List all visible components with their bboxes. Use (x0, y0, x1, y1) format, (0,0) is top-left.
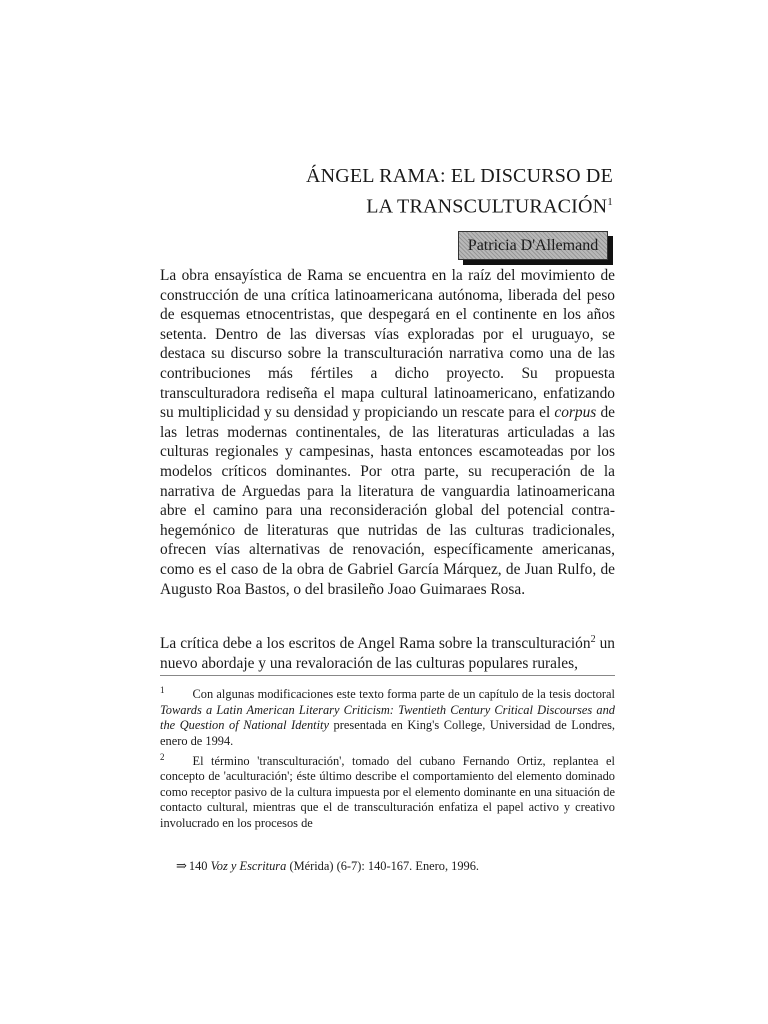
title-line-2 (306, 189, 613, 220)
paragraph-2 (160, 630, 615, 673)
paragraph-2-rest: un nuevo abordaje y una revaloración de las culturas populares rurales, (160, 635, 615, 672)
title-line-1: ÁNGEL RAMA: EL DISCURSO DE (305, 165, 613, 187)
arrow-icon: ⇒ (176, 858, 187, 873)
journal-name: Voz y Escritura (210, 859, 287, 873)
footnote-2-mark: 2 (160, 751, 165, 762)
author-name-box (458, 231, 608, 260)
title-footnote-ref: 1 (607, 196, 613, 208)
page-number: 140 (188, 859, 208, 873)
footnote-1 (160, 683, 615, 750)
footnote-divider (160, 675, 615, 676)
page-footer (176, 858, 479, 874)
footnote-2-text: El término 'transculturación', tomado del cubano Fernando Ortiz, replantea el concepto de 'aculturación'; éste último describe el comportamiento del elemento dominado como receptor pasivo de la cultura impuesta por el elemento dominante en una situación de contacto cultural, mientras que el de transculturación enfatiza el papel activo y creativo involucrado en los procesos de (160, 753, 615, 830)
footnote-1-mark: 1 (160, 685, 165, 695)
paragraph-1-emphasis: corpus (554, 404, 597, 422)
footnote-2 (160, 750, 615, 832)
footnote-1-text: Con algunas modificaciones este texto forma parte de un capítulo de la tesis doctoral (192, 687, 615, 702)
footnote-1-thesis-title: Towards a Latin American Literary Criticism: Twentieth Century Critical Discourses and the Question of National Identity (160, 702, 615, 733)
footnote-1-text-rest: presentada en King's College, Universidad de Londres, enero de 1994. (160, 718, 616, 748)
title-line-2-text: LA TRANSCULTURACIÓN (366, 195, 608, 218)
author-name: Patricia D'Allemand (467, 236, 599, 254)
article-title (306, 163, 613, 220)
paragraph-1-rest: de las letras modernas continentales, de las literaturas articuladas a las culturas regionales y campesinas, hasta entonces escamoteadas por los modelos críticos dominantes. Por otra parte, su recuperación de la narrativa de Arguedas para la literatura de vanguardia latinoamericana abre el camino para una reconsideración global del potencial contra-hegemónico de literaturas que nutridas de las culturas tradicionales, ofrecen vías alternativas de renovación, específicamente americanas, como es el caso de la obra de Gabriel García Márquez, de Juan Rulfo, de Augusto Roa Bastos, o del brasileño Joao Guimaraes Rosa. (160, 404, 615, 598)
paragraph-1-text: La obra ensayística de Rama se encuentra en la raíz del movimiento de construcción de una crítica latinoamericana autónoma, liberada del peso de esquemas etnocentristas, que despegará en el continente en los años setenta. Dentro de las diversas vías exploradas por el uruguayo, se destaca su discurso sobre la transculturación narrativa como una de las contribuciones más fértiles a dicho proyecto. Su propuesta transculturadora rediseña el mapa cultural latinoamericano, enfatizando su multiplicidad y su densidad y propiciando un rescate para el (160, 267, 615, 422)
paragraph-1 (160, 266, 615, 599)
journal-citation: (Mérida) (6-7): 140-167. Enero, 1996. (289, 859, 480, 873)
paragraph-2-text: La crítica debe a los escritos de Angel Rama sobre la transculturación (160, 635, 591, 653)
footnotes (160, 683, 615, 832)
paragraph-2-footnote-ref: 2 (590, 634, 596, 645)
